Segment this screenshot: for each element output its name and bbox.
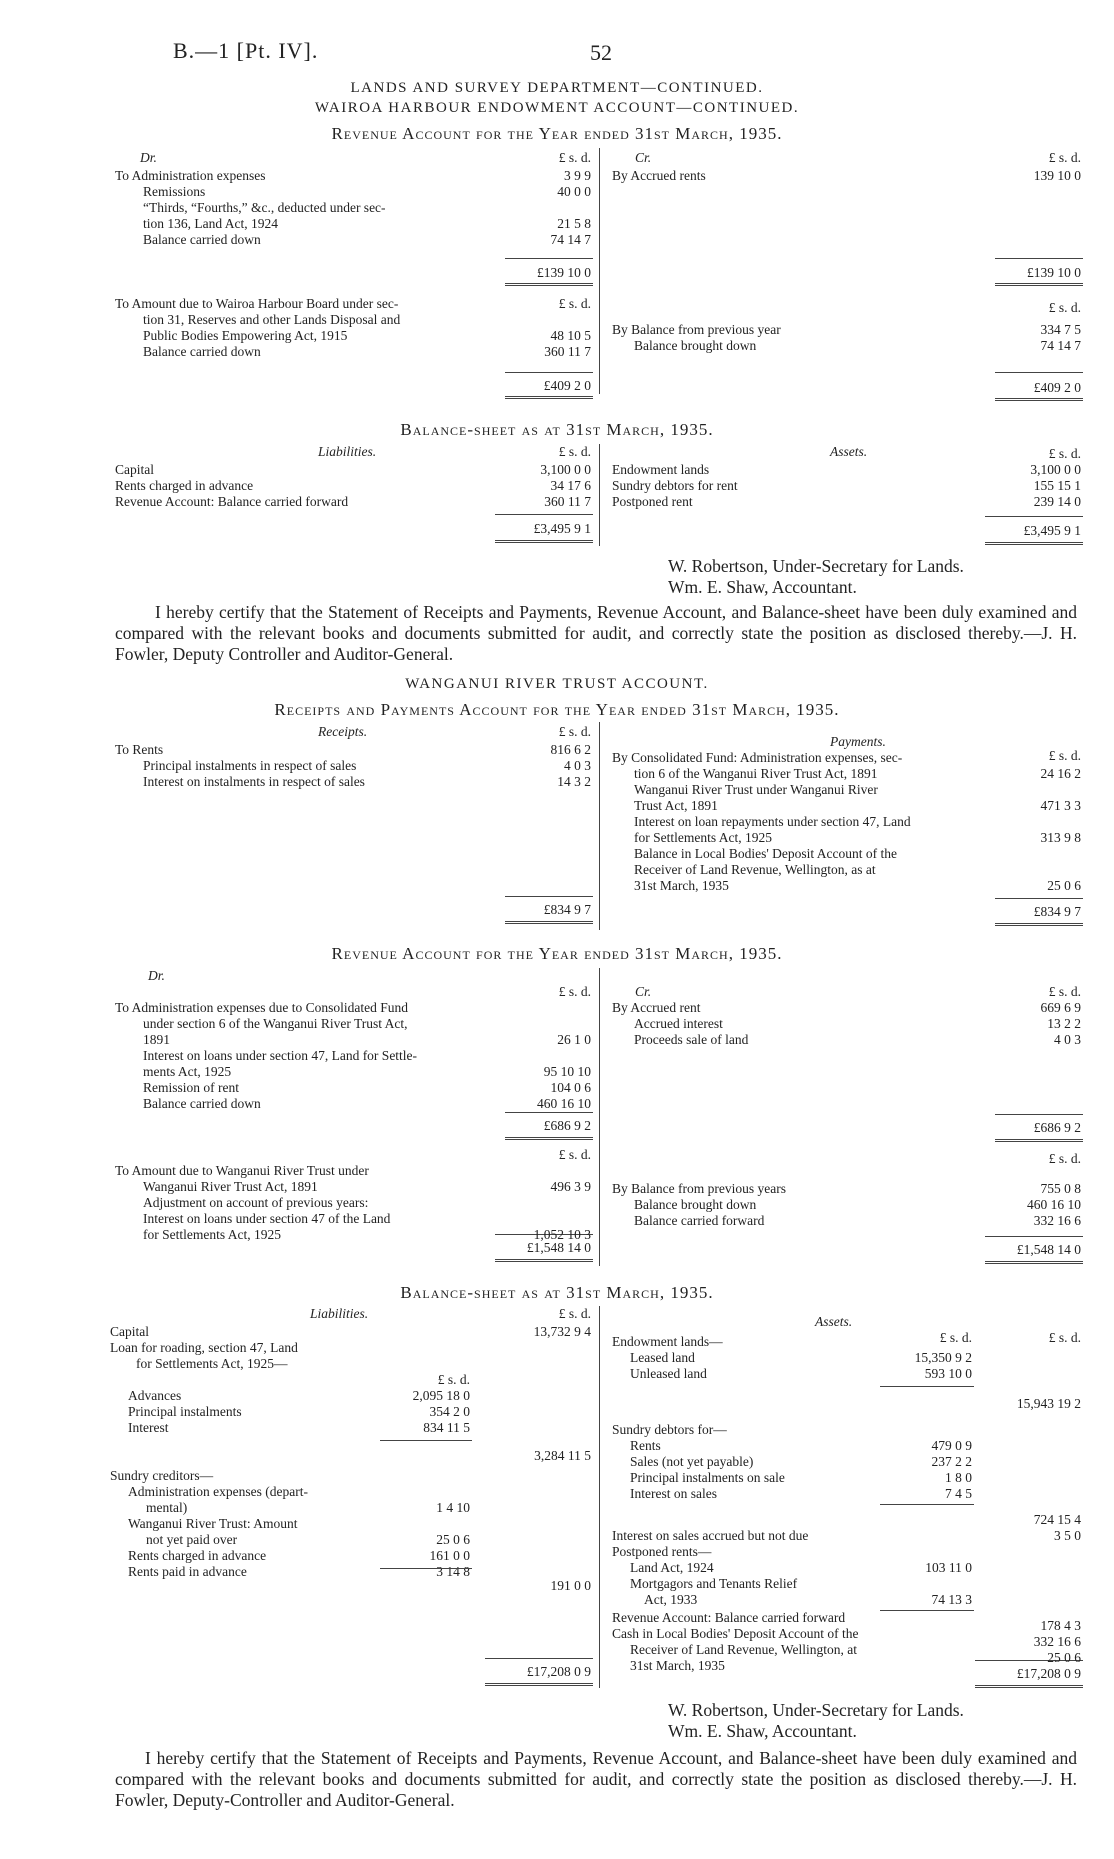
wg-payment-text: Trust Act, 1891 — [634, 798, 718, 813]
wg-debtor-amount: 479 0 9 — [931, 1438, 972, 1453]
wg-asset-text: Endowment lands— — [612, 1334, 723, 1349]
wairoa-account-title: WAIROA HARBOUR ENDOWMENT ACCOUNT—CONTINUED. — [314, 100, 800, 116]
wg-rev-dr-amount: 104 0 6 — [550, 1080, 591, 1095]
wg-rev-dr-text: under section 6 of the Wanganui River Trust Act, — [143, 1016, 408, 1031]
wg-asset-text: Sundry debtors for— — [612, 1422, 727, 1437]
wanganui-assets-total: £17,208 0 9 — [1016, 1666, 1081, 1681]
rule — [880, 1610, 974, 1611]
wairoa-rev-dr-text: Remissions — [143, 184, 206, 199]
wairoa-rev2-cr-text: Balance brought down — [634, 338, 757, 353]
wg-postponed-amount: 103 11 0 — [925, 1560, 972, 1575]
wg-rev2-dr-text: Wanganui River Trust Act, 1891 — [143, 1179, 318, 1194]
wg-rev-cr-amount: 13 2 2 — [1047, 1016, 1081, 1031]
dr-label: Dr. — [148, 968, 165, 983]
wg-debtor-amount: 7 4 5 — [945, 1486, 972, 1501]
rule — [880, 1504, 974, 1505]
wairoa-rev-cr-amount: 139 10 0 — [1033, 168, 1081, 183]
wg-sundry-amount: 161 0 0 — [429, 1548, 470, 1563]
wg-rev-dr-text: Remission of rent — [143, 1080, 239, 1095]
wairoa-rev-dr-text: tion 136, Land Act, 1924 — [143, 216, 278, 231]
wg-rev-cr-text: Accrued interest — [634, 1016, 723, 1031]
assets-label: Assets. — [815, 1314, 853, 1329]
wg-rev2-dr-text: Interest on loans under section 47 of the Land — [143, 1211, 391, 1226]
wairoa-rev2-cr-amount: 74 14 7 — [1040, 338, 1081, 353]
wairoa-rev2-dr-amount: 360 11 7 — [544, 344, 591, 359]
wg-postponed-amount: 74 13 3 — [931, 1592, 972, 1607]
wg-asset-amount: 25 0 6 — [1047, 1650, 1081, 1665]
wairoa-liab-total: £3,495 9 1 — [533, 521, 591, 536]
wg-payment-text: Receiver of Land Revenue, Wellington, as at — [634, 862, 876, 877]
liabilities-label: Liabilities. — [318, 444, 377, 459]
rule — [995, 898, 1083, 899]
psd-heading: £ s. d. — [558, 444, 591, 459]
rule — [505, 372, 593, 373]
wg-sundry-amount: 1 4 10 — [436, 1500, 470, 1515]
wg-rev2-cr-text: Balance carried forward — [634, 1213, 765, 1228]
column-divider — [599, 722, 600, 930]
wairoa-asset-text: Postponed rent — [612, 494, 693, 509]
psd-heading: £ s. d. — [558, 1306, 591, 1321]
wg-sundry-total: 191 0 0 — [550, 1578, 591, 1593]
wairoa-assets-total: £3,495 9 1 — [1023, 523, 1081, 538]
rule — [985, 542, 1083, 545]
column-divider — [599, 444, 600, 546]
wg-endow-text: Leased land — [630, 1350, 695, 1365]
wg-rev-dr-text: ments Act, 1925 — [143, 1064, 232, 1079]
wg-sundry-text: Rents charged in advance — [128, 1548, 267, 1563]
wanganui-receipts-total: £834 9 7 — [543, 902, 591, 917]
wg-rev-cr-text: Proceeds sale of land — [634, 1032, 749, 1047]
wg-payment-text: By Consolidated Fund: Administration expenses, sec- — [612, 750, 903, 765]
wairoa-liab-text: Capital — [115, 462, 154, 477]
rule — [505, 921, 593, 924]
wg-asset-amount: 332 16 6 — [1033, 1634, 1081, 1649]
wanganui-balance-title: Balance-sheet as at 31st March, 1935. — [400, 1283, 714, 1302]
wanganui-revenue-title: Revenue Account for the Year ended 31st March, 1935. — [331, 944, 783, 963]
wairoa-rev-dr-amount: 21 5 8 — [557, 216, 591, 231]
wg-rev-dr-text: To Administration expenses due to Consolidated Fund — [115, 1000, 409, 1015]
wanganui-payments-total: £834 9 7 — [1033, 904, 1081, 919]
wairoa-balance-title: Balance-sheet as at 31st March, 1935. — [400, 420, 714, 439]
wg-rev-dr-text: 1891 — [143, 1032, 170, 1047]
wg-debtor-amount: 237 2 2 — [931, 1454, 972, 1469]
rule — [495, 540, 593, 543]
wg-endow-amount: 15,350 9 2 — [914, 1350, 972, 1365]
wairoa-rev-cr-text: By Accrued rents — [612, 168, 706, 183]
rule — [995, 258, 1083, 259]
wairoa-rev-dr-total: £139 10 0 — [537, 265, 591, 280]
wg-receipt-amount: 4 0 3 — [564, 758, 591, 773]
rule — [995, 923, 1083, 926]
rule — [880, 1386, 974, 1387]
wg-receipt-amount: 816 6 2 — [550, 742, 591, 757]
rule — [975, 1685, 1083, 1688]
wairoa-rev2-dr-total: £409 2 0 — [543, 378, 591, 393]
column-divider — [599, 1306, 600, 1688]
wg-rev2-cr-amount: 332 16 6 — [1033, 1213, 1081, 1228]
wanganui-rev-dr-total: £686 9 2 — [543, 1118, 591, 1133]
wg-sundry-text: Rents paid in advance — [128, 1564, 247, 1579]
department-heading: LANDS AND SURVEY DEPARTMENT—CONTINUED. — [350, 80, 764, 96]
rule — [985, 1236, 1083, 1237]
wanganui-liab-total: £17,208 0 9 — [526, 1664, 591, 1679]
wg-receipt-text: Interest on instalments in respect of sales — [143, 774, 365, 789]
rule — [995, 372, 1083, 373]
wg-sundry-amount: 25 0 6 — [436, 1532, 470, 1547]
wg-rev-dr-text: Balance carried down — [143, 1096, 261, 1111]
wairoa-rev-dr-text: Balance carried down — [143, 232, 261, 247]
psd-heading: £ s. d. — [1048, 446, 1081, 461]
wairoa-rev-dr-amount: 3 9 9 — [564, 168, 591, 183]
audit-certificate: I hereby certify that the Statement of Receipts and Payments, Revenue Account, and Balance-sheet have been duly examined and compared with the relevant books and documents submitted for audit, and correctly state the position as disclosed thereby.—J. H. Fowler, Deputy-Controller and Auditor-General. — [115, 1748, 1077, 1810]
wairoa-rev-dr-text: “Thirds, “Fourths,” &c., deducted under sec- — [143, 200, 386, 215]
wg-postponed-text: Mortgagors and Tenants Relief — [630, 1576, 798, 1591]
wairoa-rev2-cr-total: £409 2 0 — [1033, 380, 1081, 395]
psd-heading: £ s. d. — [558, 150, 591, 165]
wg-sundry-text: Administration expenses (depart- — [128, 1484, 308, 1499]
wairoa-rev-cr-total: £139 10 0 — [1027, 265, 1081, 280]
wairoa-liab-text: Revenue Account: Balance carried forward — [115, 494, 349, 509]
wg-rev2-cr-text: By Balance from previous years — [612, 1181, 786, 1196]
rule — [505, 258, 593, 259]
psd-heading: £ s. d. — [558, 984, 591, 999]
wg-postponed-text: Land Act, 1924 — [630, 1560, 714, 1575]
wg-payment-text: Wanganui River Trust under Wanganui River — [634, 782, 878, 797]
wg-payment-amount: 25 0 6 — [1047, 878, 1081, 893]
wg-asset-text: Cash in Local Bodies' Deposit Account of the — [612, 1626, 859, 1641]
psd-heading: £ s. d. — [1048, 748, 1081, 763]
rule — [505, 1137, 593, 1140]
assets-label: Assets. — [830, 444, 868, 459]
rule — [505, 1112, 593, 1113]
wg-loan-total: 3,284 11 5 — [534, 1448, 591, 1463]
wg-rev2-cr-amount: 460 16 10 — [1027, 1197, 1081, 1212]
wg-endow-amount: 593 10 0 — [924, 1366, 972, 1381]
rule — [505, 283, 593, 286]
wg-rev2-cr-text: Balance brought down — [634, 1197, 757, 1212]
wg-rev2-dr-text: for Settlements Act, 1925 — [143, 1227, 281, 1242]
psd-heading: £ s. d. — [1048, 984, 1081, 999]
rule — [495, 514, 593, 515]
wg-postponed-total: 178 4 3 — [1040, 1618, 1081, 1633]
wg-debtor-text: Sales (not yet payable) — [630, 1454, 754, 1469]
wg-rev-dr-amount: 26 1 0 — [557, 1032, 591, 1047]
wairoa-asset-text: Sundry debtors for rent — [612, 478, 738, 493]
wg-payment-amount: 313 9 8 — [1040, 830, 1081, 845]
wairoa-rev2-dr-amount: 48 10 5 — [550, 328, 591, 343]
wanganui-rev2-dr-total: £1,548 14 0 — [526, 1240, 591, 1255]
wairoa-rev-dr-amount: 40 0 0 — [557, 184, 591, 199]
wg-receipt-text: Principal instalments in respect of sales — [143, 758, 357, 773]
wg-loan-amount: 2,095 18 0 — [412, 1388, 470, 1403]
column-divider — [599, 968, 600, 1266]
rule — [505, 396, 593, 399]
wg-rev2-dr-amount: 496 3 9 — [550, 1179, 591, 1194]
wairoa-rev2-dr-text: To Amount due to Wairoa Harbour Board under sec- — [115, 296, 399, 311]
wairoa-asset-amount: 3,100 0 0 — [1030, 462, 1081, 477]
wg-endow-total: 15,943 19 2 — [1016, 1396, 1081, 1411]
wg-payment-amount: 24 16 2 — [1040, 766, 1081, 781]
wg-rev-cr-amount: 669 6 9 — [1040, 1000, 1081, 1015]
wanganui-rev2-cr-total: £1,548 14 0 — [1016, 1242, 1081, 1257]
wg-receipt-amount: 14 3 2 — [557, 774, 591, 789]
rule — [505, 896, 593, 897]
wg-payment-text: tion 6 of the Wanganui River Trust Act, 1891 — [634, 766, 878, 781]
wairoa-asset-amount: 239 14 0 — [1033, 494, 1081, 509]
wg-loan-amount: 354 2 0 — [429, 1404, 470, 1419]
wg-loan-text: Principal instalments — [128, 1404, 242, 1419]
column-divider — [599, 148, 600, 394]
wairoa-rev2-cr-amount: 334 7 5 — [1040, 322, 1081, 337]
psd-heading: £ s. d. — [558, 724, 591, 739]
wairoa-asset-text: Endowment lands — [612, 462, 710, 477]
wairoa-rev2-dr-text: Balance carried down — [143, 344, 261, 359]
wairoa-liab-text: Rents charged in advance — [115, 478, 254, 493]
wanganui-rp-title: Receipts and Payments Account for the Year ended 31st March, 1935. — [274, 700, 840, 719]
wg-liab-text: for Settlements Act, 1925— — [136, 1356, 288, 1371]
wg-rev-dr-amount: 95 10 10 — [543, 1064, 591, 1079]
page-number: 52 — [590, 40, 612, 65]
wg-sundry-text: mental) — [146, 1500, 188, 1515]
rule — [995, 1139, 1083, 1142]
wg-asset-amount: 3 5 0 — [1054, 1528, 1081, 1543]
audit-certificate: I hereby certify that the Statement of Receipts and Payments, Revenue Account, and Balance-sheet have been duly examined and compared with the relevant books and documents submitted for audit, and correctly state the position as disclosed thereby.—J. H. Fowler, Deputy Controller and Auditor-General. — [115, 602, 1077, 664]
rule — [995, 1114, 1083, 1115]
signature-under-secretary: W. Robertson, Under-Secretary for Lands. — [668, 1700, 964, 1720]
cr-label: Cr. — [635, 984, 652, 999]
wg-asset-text: 31st March, 1935 — [630, 1658, 725, 1673]
rule — [995, 283, 1083, 286]
rule — [495, 1259, 593, 1262]
psd-heading: £ s. d. — [1048, 300, 1081, 315]
rule — [485, 1658, 593, 1659]
wanganui-rev-cr-total: £686 9 2 — [1033, 1120, 1081, 1135]
wg-rev2-dr-text: To Amount due to Wanganui River Trust under — [115, 1163, 369, 1178]
rule — [985, 516, 1083, 517]
psd-heading: £ s. d. — [939, 1330, 972, 1345]
dr-label: Dr. — [140, 150, 157, 165]
wairoa-rev-dr-text: To Administration expenses — [115, 168, 266, 183]
psd-heading: £ s. d. — [558, 1147, 591, 1162]
signature-under-secretary: W. Robertson, Under-Secretary for Lands. — [668, 556, 964, 576]
wg-debtors-total: 724 15 4 — [1033, 1512, 1081, 1527]
document-reference: B.—1 [Pt. IV]. — [173, 38, 319, 63]
rule — [380, 1440, 472, 1441]
wg-payment-amount: 471 3 3 — [1040, 798, 1081, 813]
wg-loan-text: Interest — [128, 1420, 169, 1435]
wg-sundry-text: Wanganui River Trust: Amount — [128, 1516, 298, 1531]
wanganui-account-title: WANGANUI RIVER TRUST ACCOUNT. — [405, 676, 709, 692]
signature-accountant: Wm. E. Shaw, Accountant. — [668, 1721, 857, 1741]
wairoa-asset-amount: 155 15 1 — [1033, 478, 1081, 493]
psd-heading: £ s. d. — [1048, 1330, 1081, 1345]
wg-debtor-text: Principal instalments on sale — [630, 1470, 785, 1485]
cr-label: Cr. — [635, 150, 652, 165]
wairoa-liab-amount: 34 17 6 — [550, 478, 591, 493]
wg-rev-cr-text: By Accrued rent — [612, 1000, 701, 1015]
wg-debtor-amount: 1 8 0 — [945, 1470, 972, 1485]
signature-accountant: Wm. E. Shaw, Accountant. — [668, 577, 857, 597]
rule — [985, 1261, 1083, 1264]
wg-asset-text: Interest on sales accrued but not due — [612, 1528, 809, 1543]
wg-asset-text: Revenue Account: Balance carried forward — [612, 1610, 846, 1625]
receipts-label: Receipts. — [318, 724, 368, 739]
wairoa-rev-dr-amount: 74 14 7 — [550, 232, 591, 247]
wg-rev-dr-amount: 460 16 10 — [537, 1096, 591, 1111]
wg-rev2-dr-amount: 1,052 10 3 — [533, 1227, 591, 1242]
wg-asset-text: Receiver of Land Revenue, Wellington, at — [630, 1642, 857, 1657]
wg-liab-amount: 13,732 9 4 — [533, 1324, 591, 1339]
wg-debtor-text: Rents — [630, 1438, 661, 1453]
wg-payment-text: for Settlements Act, 1925 — [634, 830, 772, 845]
wairoa-rev2-dr-text: Public Bodies Empowering Act, 1915 — [143, 328, 348, 343]
wg-payment-text: Balance in Local Bodies' Deposit Account of the — [634, 846, 897, 861]
wg-rev2-dr-text: Adjustment on account of previous years: — [143, 1195, 369, 1210]
wairoa-rev2-cr-text: By Balance from previous year — [612, 322, 781, 337]
wairoa-revenue-title: Revenue Account for the Year ended 31st March, 1935. — [331, 124, 783, 143]
wg-payment-text: 31st March, 1935 — [634, 878, 729, 893]
wg-receipt-text: To Rents — [115, 742, 164, 757]
wg-sundry-amount: 3 14 8 — [436, 1564, 470, 1579]
wg-endow-text: Unleased land — [630, 1366, 707, 1381]
wg-rev-cr-amount: 4 0 3 — [1054, 1032, 1081, 1047]
payments-label: Payments. — [830, 734, 886, 749]
wg-loan-text: Advances — [128, 1388, 182, 1403]
wg-rev2-cr-amount: 755 0 8 — [1040, 1181, 1081, 1196]
wg-liab-text: Sundry creditors— — [110, 1468, 214, 1483]
rule — [995, 398, 1083, 401]
wg-sundry-text: not yet paid over — [146, 1532, 238, 1547]
wairoa-liab-amount: 3,100 0 0 — [540, 462, 591, 477]
wg-postponed-text: Act, 1933 — [644, 1592, 698, 1607]
wg-loan-amount: 834 11 5 — [423, 1420, 470, 1435]
psd-heading: £ s. d. — [1048, 1151, 1081, 1166]
wairoa-liab-amount: 360 11 7 — [544, 494, 591, 509]
wg-asset-text: Postponed rents— — [612, 1544, 712, 1559]
psd-heading: £ s. d. — [1048, 150, 1081, 165]
liabilities-label: Liabilities. — [310, 1306, 369, 1321]
wg-rev-dr-text: Interest on loans under section 47, Land for Settle- — [143, 1048, 418, 1063]
wg-liab-text: Loan for roading, section 47, Land — [110, 1340, 298, 1355]
wg-payment-text: Interest on loan repayments under section 47, Land — [634, 814, 911, 829]
rule — [485, 1683, 593, 1686]
wg-liab-text: Capital — [110, 1324, 149, 1339]
psd-heading: £ s. d. — [558, 296, 591, 311]
wg-debtor-text: Interest on sales — [630, 1486, 717, 1501]
rule — [380, 1568, 472, 1569]
wairoa-rev2-dr-text: tion 31, Reserves and other Lands Disposal and — [143, 312, 401, 327]
psd-heading: £ s. d. — [437, 1372, 470, 1387]
